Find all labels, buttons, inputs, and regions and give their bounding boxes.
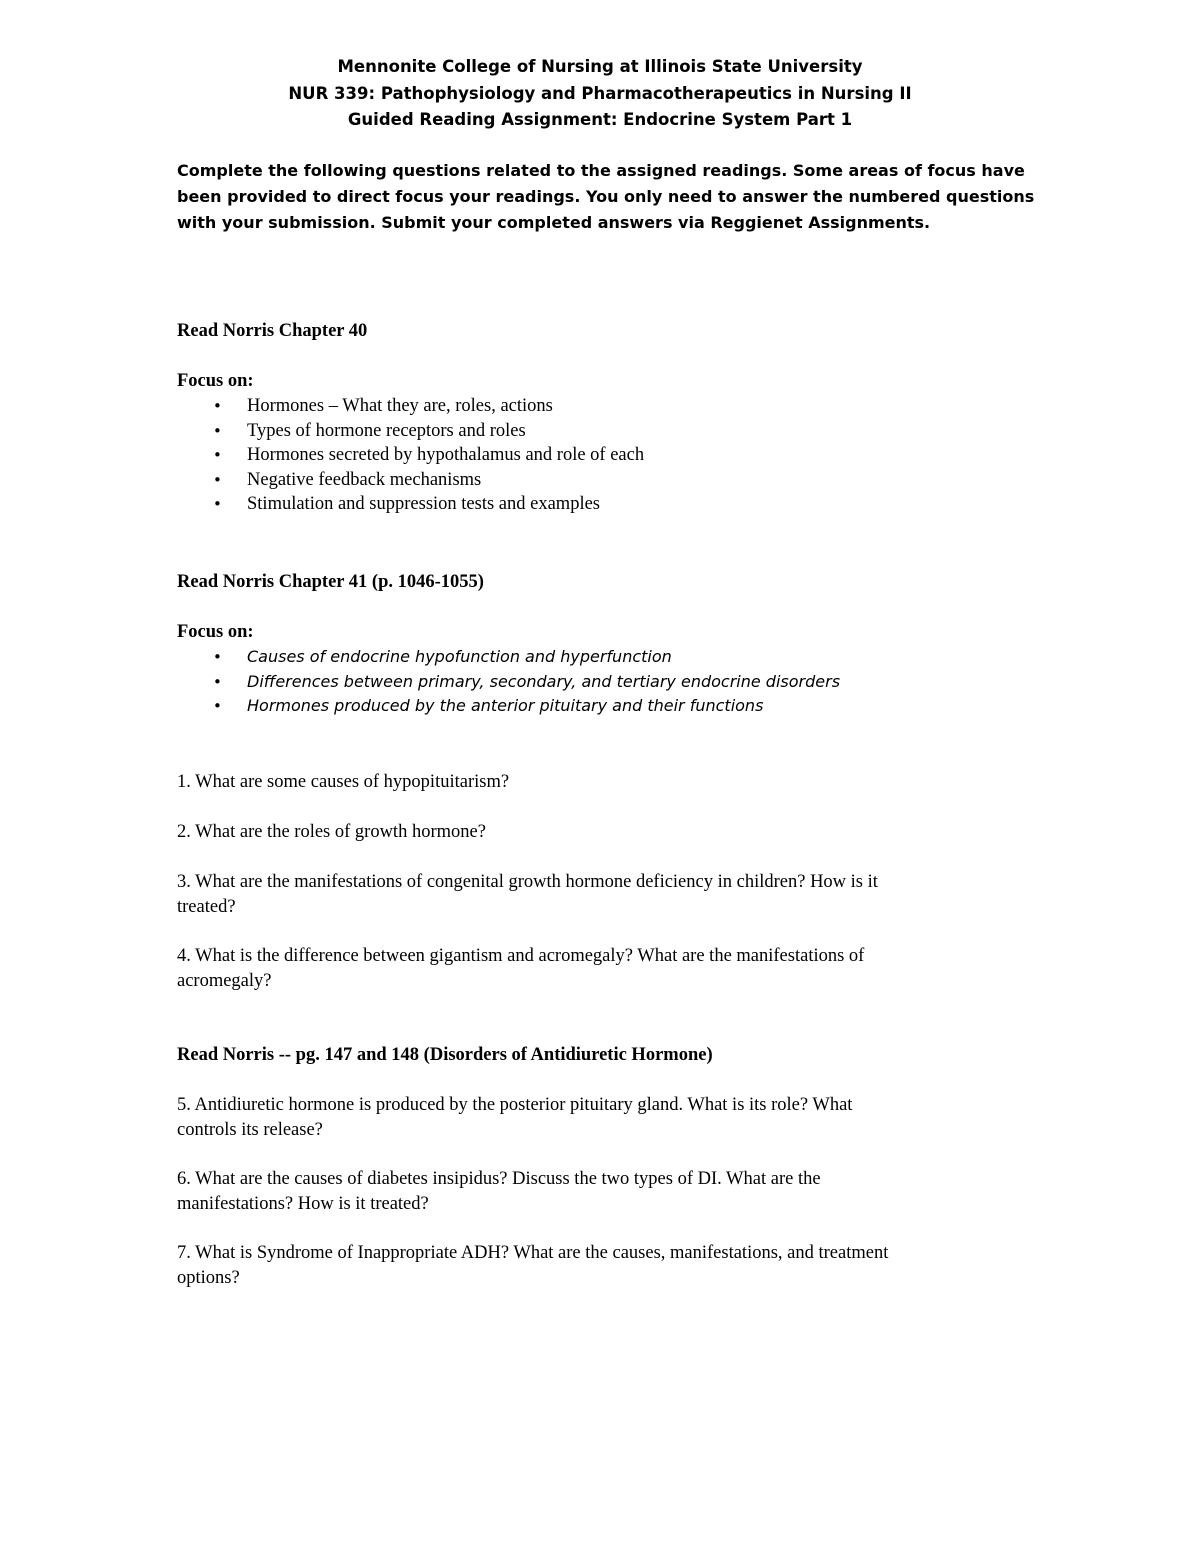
list-item: • Causes of endocrine hypofunction and hyperfunction (177, 645, 1037, 670)
instructions-paragraph (177, 158, 1037, 236)
question: 5. Antidiuretic hormone is produced by the posterior pituitary gland. What is its role? What controls its release? (177, 1095, 853, 1140)
list-item: • Hormones produced by the anterior pituitary and their functions (177, 694, 1037, 719)
instructions-line: with your submission. Submit your completed answers via Reggienet Assignments. (177, 213, 931, 232)
question: 3. What are the manifestations of congenital growth hormone deficiency in children? How is it treated? (177, 872, 878, 917)
list-item: • Negative feedback mechanisms (177, 468, 1037, 493)
focus-list (177, 645, 1037, 719)
bullet-icon: • (213, 697, 222, 715)
question: 1. What are some causes of hypopituitarism? (177, 772, 510, 792)
question: 6. What are the causes of diabetes insipidus? Discuss the two types of DI. What are the manifestations? How is it treated? (177, 1169, 821, 1214)
list-item: • Hormones – What they are, roles, actions (177, 394, 1037, 419)
instructions-line: Complete the following questions related to the assigned readings. Some areas of focus have (177, 161, 1025, 180)
instructions-line: been provided to direct focus your readings. You only need to answer the numbered questions (177, 187, 1035, 206)
section-heading: Read Norris Chapter 41 (p. 1046-1055) (177, 572, 484, 592)
bullet-icon: • (213, 421, 222, 440)
question: 4. What is the difference between gigantism and acromegaly? What are the manifestations of acromegaly? (177, 946, 865, 991)
question: 7. What is Syndrome of Inappropriate ADH? What are the causes, manifestations, and treatment options? (177, 1243, 889, 1288)
bullet-icon: • (213, 495, 222, 513)
focus-label: Focus on: (177, 622, 254, 642)
list-item: • Hormones secreted by hypothalamus and role of each (177, 443, 1037, 468)
section-heading: Read Norris Chapter 40 (177, 321, 368, 341)
header-assignment-title: Guided Reading Assignment: Endocrine System Part 1 (347, 110, 853, 129)
document-header (0, 54, 1200, 134)
focus-list (177, 394, 1037, 517)
focus-label: Focus on: (177, 371, 254, 391)
bullet-icon: • (213, 648, 222, 666)
header-course: NUR 339: Pathophysiology and Pharmacotherapeutics in Nursing II (288, 83, 912, 103)
bullet-icon: • (213, 672, 222, 691)
bullet-icon: • (213, 470, 222, 489)
list-item: • Types of hormone receptors and roles (177, 419, 1037, 444)
bullet-icon: • (213, 397, 222, 415)
bullet-icon: • (213, 446, 222, 464)
header-institution: Mennonite College of Nursing at Illinois State University (337, 57, 863, 76)
list-item: • Differences between primary, secondary, and tertiary endocrine disorders (177, 670, 1037, 695)
section-heading: Read Norris -- pg. 147 and 148 (Disorders of Antidiuretic Hormone) (177, 1045, 713, 1065)
question: 2. What are the roles of growth hormone? (177, 822, 486, 842)
list-item: • Stimulation and suppression tests and examples (177, 492, 1037, 517)
